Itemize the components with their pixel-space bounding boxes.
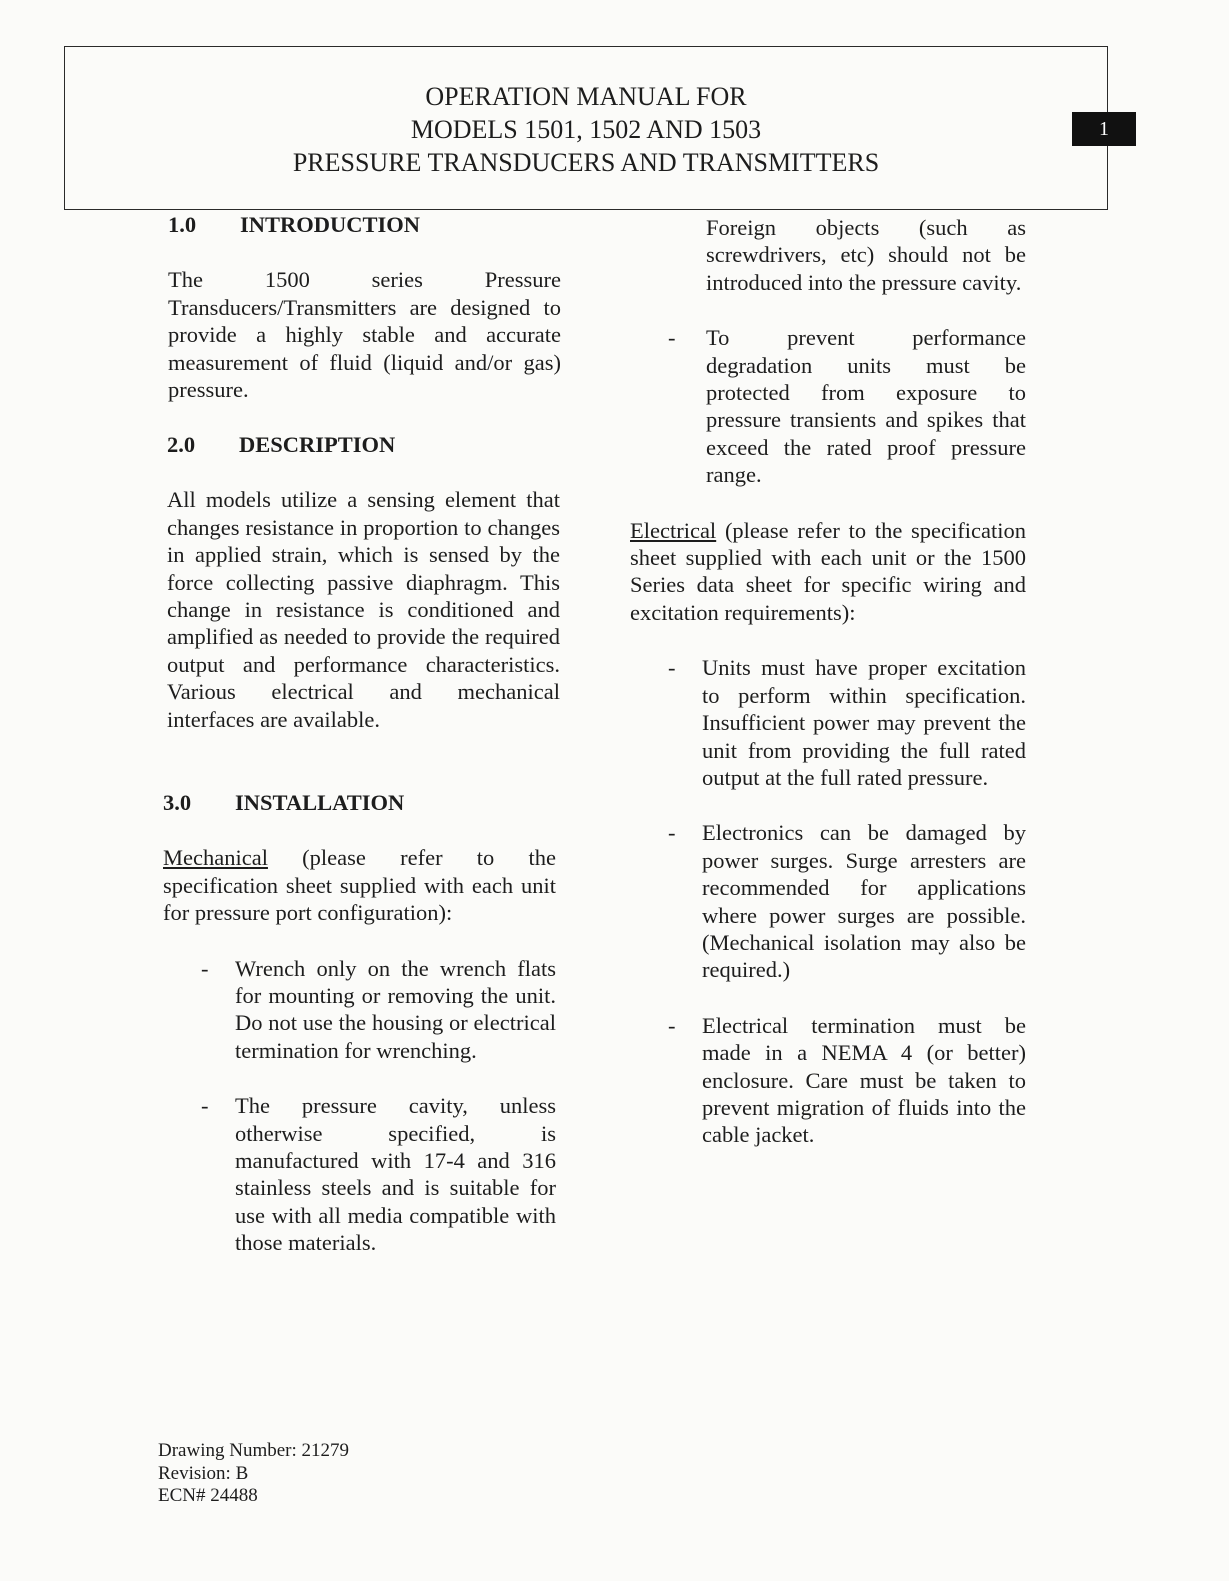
right-column: [630, 214, 1026, 1149]
section-heading-description: [167, 431, 560, 458]
electrical-bullet-3: [630, 1012, 1026, 1149]
bullet-dash: -: [201, 1093, 209, 1119]
bullet-text: Wrench only on the wrench flats for mounting or removing the unit. Do not use the housing or electrical termination for wrenching.: [235, 955, 556, 1063]
left-column-installation: [163, 789, 556, 1257]
section-number: 1.0: [168, 212, 197, 237]
ecn-number: ECN# 24488: [158, 1485, 258, 1506]
mechanical-bullet-3: [630, 324, 1026, 488]
bullet-text: Foreign objects (such as screwdrivers, etc) should not be introduced into the pressure cavity.: [706, 215, 1026, 295]
bullet-dash: -: [668, 325, 676, 351]
bullet-text: To prevent performance degradation units must be protected from exposure to pressure transients and spikes that exceed the rated proof pressure range.: [706, 325, 1026, 488]
title-line-2: MODELS 1501, 1502 AND 1503: [410, 115, 762, 144]
section-heading-introduction: [168, 211, 561, 238]
document-title: [64, 80, 1108, 179]
mechanical-bullet-2: [163, 1092, 556, 1256]
section-heading-installation: [163, 789, 556, 816]
mechanical-bullet-1: [163, 955, 556, 1065]
electrical-bullet-1: [630, 654, 1026, 791]
title-line-1: OPERATION MANUAL FOR: [425, 82, 747, 111]
introduction-paragraph: The 1500 series Pressure Transducers/Transmitters are designed to provide a highly stable and accurate measurement of fluid (liquid and/or gas) pressure.: [168, 267, 561, 403]
electrical-intro-text: (please refer to the specification sheet supplied with each unit or the 1500 Series data sheet for specific wiring and excitation requirements):: [630, 517, 1026, 625]
electrical-label: Electrical: [630, 517, 717, 543]
section-title: DESCRIPTION: [239, 432, 396, 457]
section-title: INSTALLATION: [235, 790, 405, 815]
description-paragraph: All models utilize a sensing element that changes resistance in proportion to changes in applied strain, which is sensed by the force collecting passive diaphragm. This change in resistance is conditioned and amplified as needed to provide the required output and performance characteristics. Various electrical and mechanical interfaces are available.: [167, 487, 560, 732]
electrical-bullet-2: [630, 819, 1026, 983]
title-line-3: PRESSURE TRANSDUCERS AND TRANSMITTERS: [292, 148, 880, 177]
mechanical-label: Mechanical: [163, 845, 268, 871]
left-column: [168, 211, 561, 403]
bullet-text: Electronics can be damaged by power surges. Surge arresters are recommended for applications where power surges are possible. (Mechanical isolation may also be required.): [702, 820, 1026, 983]
mechanical-intro-text: (please refer to the specification sheet supplied with each unit for pressure port configuration):: [163, 845, 556, 926]
drawing-number: Drawing Number: 21279: [158, 1440, 350, 1461]
section-number: 3.0: [163, 790, 192, 815]
page-number-tab: 1: [1072, 112, 1136, 146]
bullet-text: Units must have proper excitation to perform within specification. Insufficient power may prevent the unit from providing the full rated output at the full rated pressure.: [702, 655, 1026, 790]
revision: Revision: B: [158, 1462, 249, 1484]
mechanical-bullet-continued: [630, 214, 1026, 296]
bullet-dash: -: [668, 1012, 676, 1038]
bullet-text: Electrical termination must be made in a NEMA 4 (or better) enclosure. Care must be taken to prevent migration of fluids into the cable jacket.: [702, 1012, 1026, 1148]
mechanical-paragraph: [163, 844, 556, 926]
bullet-dash: -: [668, 820, 676, 846]
document-footer: [158, 1440, 349, 1508]
electrical-paragraph: [630, 517, 1026, 627]
bullet-dash: -: [201, 955, 209, 981]
bullet-text: The pressure cavity, unless otherwise specified, is manufactured with 17-4 and 316 stainless steels and is suitable for use with all media compatible with those materials.: [235, 1093, 556, 1256]
bullet-dash: -: [668, 655, 676, 681]
section-number: 2.0: [167, 432, 196, 457]
section-title: INTRODUCTION: [240, 212, 421, 237]
left-column-description: [167, 431, 560, 733]
